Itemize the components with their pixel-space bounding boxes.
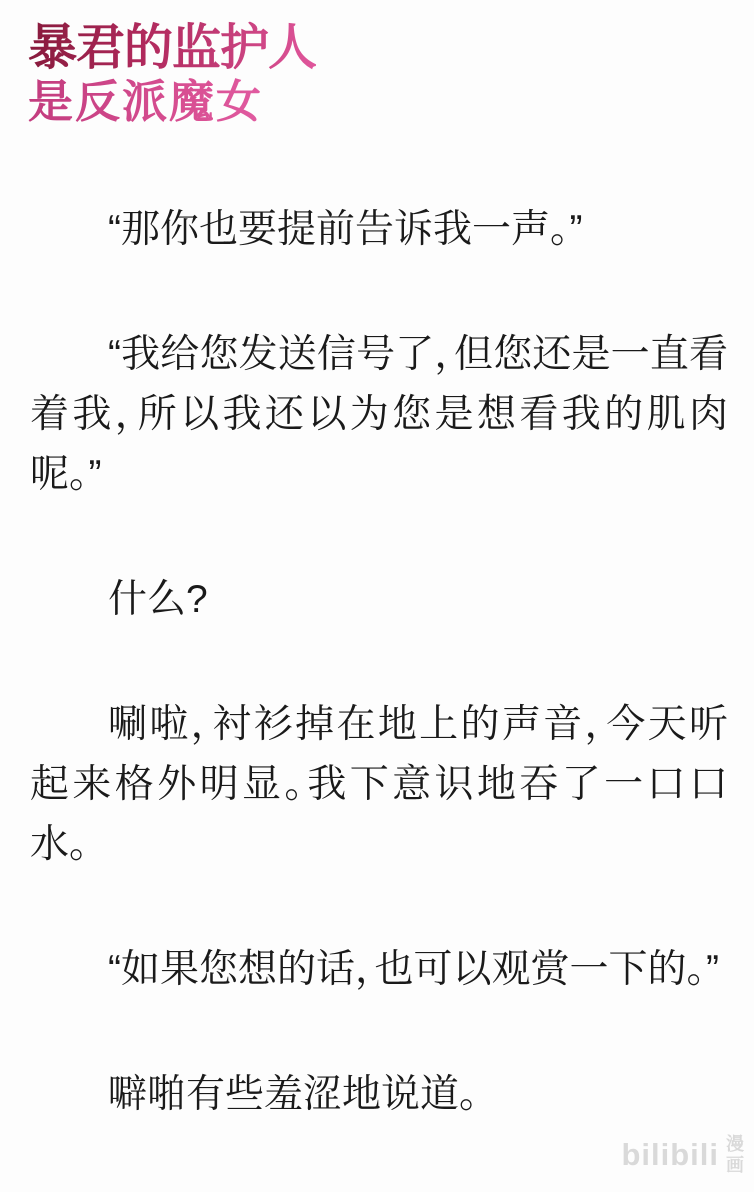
series-title-line-2: 是反派魔女: [28, 76, 316, 128]
paragraph-dialogue-1: “那你也要提前告诉我一声。”: [108, 208, 583, 251]
bilibili-manga-watermark: [621, 1134, 744, 1176]
novel-text: [30, 200, 728, 1190]
series-title-line-1: 暴君的监护人: [28, 18, 317, 76]
manga-label: 漫画: [724, 1134, 744, 1176]
paragraph-narration-2: 唰啦，衬衫掉在地上的声音，今天听起来格外明显。我下意识地吞了一口口水。: [30, 703, 728, 866]
bilibili-logo: bilibili: [621, 1137, 719, 1172]
paragraph-dialogue-3: “如果您想的话，也可以观赏一下的。”: [108, 948, 719, 991]
paragraph-dialogue-2: “我给您发送信号了，但您还是一直看着我，所以我还以为您是想看我的肌肉呢。”: [30, 333, 728, 496]
paragraph-narration-1: 什么?: [108, 578, 208, 621]
paragraph-narration-3: 噼啪有些羞涩地说道。: [108, 1073, 479, 1116]
series-title-logo: [28, 18, 316, 128]
